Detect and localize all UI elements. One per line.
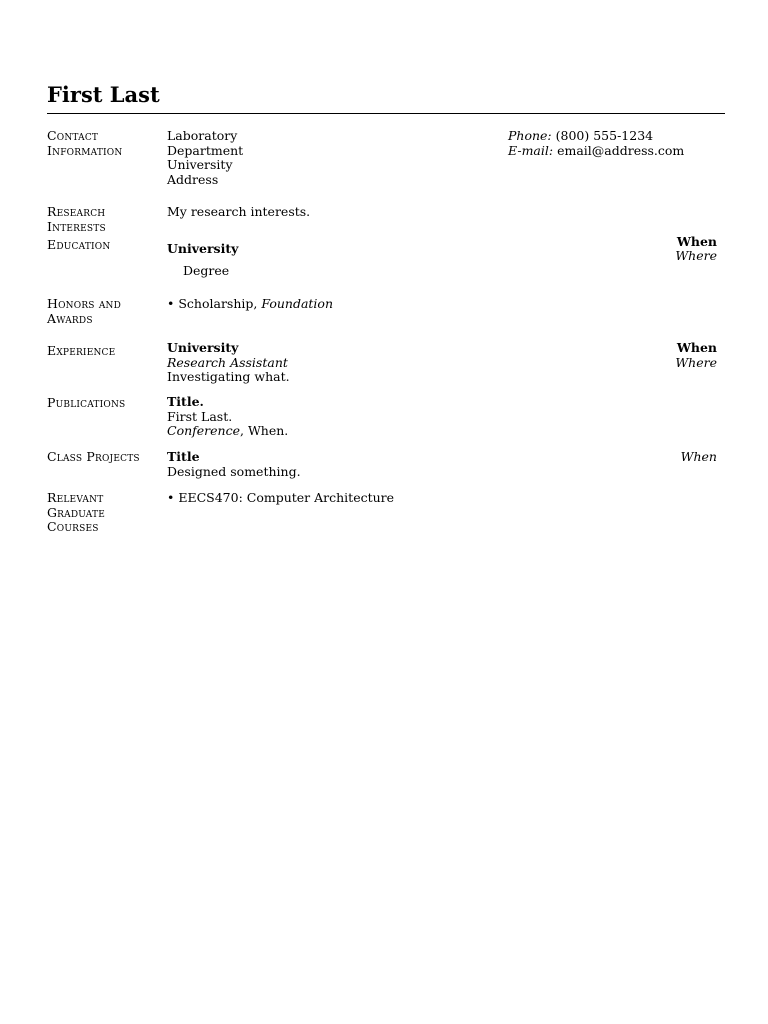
- address-line: Department: [167, 142, 244, 158]
- experience-description: Investigating what.: [167, 369, 290, 384]
- section-label-projects: Class Projects: [47, 449, 140, 464]
- honors-item-text: Scholarship,: [174, 296, 262, 311]
- email-label: E-mail:: [508, 142, 554, 158]
- header-rule: [47, 113, 725, 114]
- resume-name: First Last: [47, 82, 160, 107]
- education-school: University: [167, 241, 239, 256]
- section-label-courses: [47, 491, 105, 535]
- experience-role: Research Assistant: [167, 355, 288, 370]
- section-label-research: [47, 205, 106, 234]
- contact-details: [508, 129, 684, 158]
- project-title: Title: [167, 449, 200, 464]
- email-line: [508, 144, 684, 159]
- section-label-line: Interests: [47, 218, 106, 234]
- education-degree: Degree: [183, 263, 230, 278]
- section-label-line: Honors and: [47, 296, 122, 311]
- course-item: [167, 491, 394, 506]
- experience-where: Where: [675, 355, 717, 370]
- experience-org: University: [167, 340, 239, 355]
- section-label-line: Courses: [47, 519, 99, 535]
- section-label-publications: Publications: [47, 395, 126, 410]
- education-when: When: [676, 234, 717, 249]
- section-label-education: Education: [47, 237, 111, 252]
- section-label-line: Contact: [47, 128, 99, 143]
- publication-authors: First Last.: [167, 409, 233, 424]
- section-label-experience: Experience: [47, 343, 116, 358]
- phone-label: Phone:: [508, 128, 552, 143]
- email-value: email@address.com: [553, 142, 685, 158]
- phone-line: [508, 129, 684, 144]
- publication-venue-line: [167, 424, 288, 439]
- bullet-icon: •: [167, 490, 175, 505]
- contact-address: [167, 129, 243, 187]
- research-interests-text: My research interests.: [167, 204, 311, 219]
- section-label-line: Relevant: [47, 490, 104, 505]
- publication-venue-suffix: , When.: [240, 423, 289, 438]
- honors-item: [167, 297, 333, 312]
- section-label-line: Graduate: [47, 504, 105, 520]
- address-line: Address: [167, 171, 219, 187]
- section-label-line: Awards: [47, 310, 93, 326]
- education-where: Where: [675, 248, 717, 263]
- phone-value: (800) 555-1234: [551, 128, 654, 143]
- section-label-line: Information: [47, 142, 123, 158]
- section-label-honors: [47, 297, 121, 326]
- address-line: University: [167, 157, 233, 173]
- course-item-text: EECS470: Computer Architecture: [174, 490, 395, 505]
- publication-title: Title.: [167, 394, 204, 409]
- section-label-contact: [47, 129, 122, 158]
- project-description: Designed something.: [167, 464, 301, 479]
- project-when: When: [680, 449, 717, 464]
- honors-item-org: Foundation: [261, 296, 333, 311]
- experience-when: When: [676, 340, 717, 355]
- bullet-icon: •: [167, 296, 175, 311]
- publication-venue: Conference: [167, 423, 240, 438]
- section-label-line: Research: [47, 204, 106, 219]
- address-line: Laboratory: [167, 128, 238, 143]
